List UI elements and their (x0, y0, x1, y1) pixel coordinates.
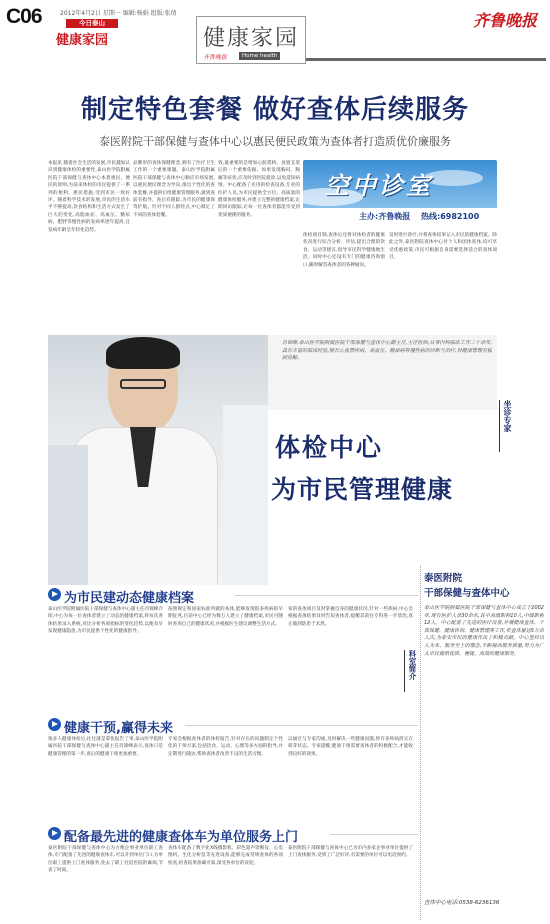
section-2-col-3: 以通过与专家沟通,及时解决一些健康问题,将许多疾病消灭在萌芽状态。专家提醒,健康干预需要查体者的积极配合,才能收到良好的效果。 (288, 737, 413, 757)
expert-intro: 肖锦峰,泰山医学院附属医院干部保健与查体中心副主任,主任医师,从事内科临床工作三十余年,具有丰富的临床经验,擅长心血管疾病、高血压、糖尿病等慢性病的诊断与治疗,对健康管理有独到见解。 (282, 340, 492, 362)
date-line: 2012年4月2日 星期一 编辑:杨娟 组版:张倩 (60, 10, 177, 17)
page-code: C06 (6, 5, 42, 28)
section-1-title: 为市民建动态健康档案 (64, 591, 195, 606)
sidebar-phone: 查体中心电话:0538-6236136 (424, 900, 500, 906)
headline: 制定特色套餐 做好查体后续服务 (80, 95, 470, 125)
sidebar-heading-1: 泰医附院 (424, 573, 463, 584)
expert-tag-text: 坐诊专家 (503, 400, 512, 432)
section-1-rule (235, 595, 418, 596)
feature-title-2: 为市民管理健康 (271, 475, 454, 504)
section-2-icon (48, 718, 61, 731)
section-3-rule (330, 834, 418, 835)
sidebar-body: 泰山医学院附属医院干部保健与查体中心成立于2002年,现有医护人员30余名,其中高级职称10人,中级职称12人。中心配备了先进的医疗设备,开展健康查体、干部保健、健康咨询、健康管理等工作,年查体量达5万余人次,为泰安市民的健康作出了积极贡献。中心坚持以人为本、服务至上的理念,不断提高服务质量,努力为广大市民提供优质、便捷、高效的健康服务。 (424, 605, 544, 657)
expert-tag (499, 400, 513, 452)
section-3-col-2: 查体车配备了数字化X线摄影机、彩色超声诊断仪、心电图机、生化分析仪等先进设备,能够完成常规查体的各项检查,检查结果准确可靠,深受各单位的欢迎。 (168, 846, 283, 866)
section-1-col-2: 按照规定和国家标准所做的查体,能够发现很多疾病的早期征兆,目前中心已经为数万人建立了健康档案,市民可随时查询自己的健康状况,并根据医生建议调整生活方式。 (168, 607, 283, 627)
doctor-photo (48, 335, 268, 585)
hotline-banner (303, 160, 497, 228)
section-tab (56, 19, 118, 47)
story-col-1: 本报讯 随着社会生活的发展,市民越加认识到健康体检的重要性,泰山医学院附属医院干部保健与查体中心本着惠民、便民的原则,为前来体检的市民提供了一系列的便利、惠民措施,受到市民一致好评。随着科学技术的发展,市民的生活水平不断提高,饮食结构和生活方式发生了巨大的变化,高脂血症、高血压、糖尿病、肥胖等慢性病的发病率逐年提高,且发病年龄呈年轻化趋势。 (48, 161, 130, 233)
section-1-col-1: 泰山医学院附属医院干部保健与查体中心副主任肖锦峰介绍,中心为每一位查体者建立了动态的健康档案,将每次查体结果录入系统,对比分析各项指标的变化趋势,以便及早发现健康隐患,为市民提供个性化的健康指导。 (48, 607, 163, 635)
masthead-title: 健康家园 (203, 26, 300, 51)
subhead: 泰医附院干部保健与查体中心以惠民便民政策为查体者打造质优价廉服务 (99, 135, 451, 148)
section-3-icon (48, 827, 61, 840)
story-col-4: 体检项目制,查体后还将对体检者的健康状况进行综合分析、评估,提出合理的饮食、运动等建议,指导市民科学健康地生活。同时中心还设有专门的健康咨询窗口,随时解答查体者的各种疑问。 (303, 233, 385, 268)
section-3-title: 配备最先进的健康查体车为单位服务上门 (64, 830, 299, 845)
sidebar-phone-number: 0538-6236136 (458, 900, 500, 906)
section-1-col-3: 家的查体项目及时掌握自身的健康状况,针对一些疾病,中心会根据查体结果及时告知查体者,提醒其前往专科进一步诊治,真正做到防患于未然。 (288, 607, 413, 627)
story-col-3: 效,最重要的是增加心脏搭桥、放置支架后的一个重要依据。如果发现胸闷、胸痛等症状,应及时到医院就诊,以免延误病情。中心配备了先进的检查设备,专业的医护人员,为市民提供全方位、高质量的健康体检服务,并建立完整的健康档案,定期回访跟踪,让每一位查体者都能享受到优质便捷的服务。 (218, 161, 300, 218)
hotline-title: 空中诊室 (325, 172, 433, 200)
feature-title-1: 体检中心 (275, 433, 384, 462)
masthead-brand: 齐鲁晚报 (203, 54, 228, 61)
section-2-rule (185, 725, 418, 726)
hotline-info: 主办:齐鲁晚报 热线:6982100 (359, 212, 480, 221)
sidebar-label (404, 650, 416, 692)
section-3-col-1: 泰医附院干部保健与查体中心为方便企事业单位职工查体,专门配备了先进的健康查体车,可以开到单位门口,为单位职工提供上门查体服务,免去了职工往返医院的麻烦,节省了时间。 (48, 846, 163, 874)
section-2-col-1: 很多人健康体检后,往往就是拿张报告了事,泰山医学院附属医院干部保健与查体中心副主任肖锦峰表示,查体只是健康管理的第一步,查后的健康干预更加重要。 (48, 737, 163, 757)
masthead-en: Home health (239, 52, 280, 60)
section-name: 健康家园 (56, 33, 109, 48)
sidebar-heading-2: 干部保健与查体中心 (424, 588, 510, 599)
story-col-2: 品牌形的查体保健理念,拥有了医疗卫生工作的一个重要课题。泰山医学院附属医院干部保健与查体中心顺应市场发展,以惠民便民理念为导向,推出个性化的查体套餐,并提供后续健康管理服务,做到查前有指导、查后有跟踪,为市民的健康保驾护航。针对不同人群特点,中心制定了不同的查体套餐。 (133, 161, 215, 218)
section-top: 今日泰山 (66, 19, 118, 28)
sidebar-label-text: 科室简介 (408, 650, 417, 680)
newspaper-logo: 齐鲁晚报 (473, 11, 538, 30)
section-1-icon (48, 588, 61, 601)
masthead (196, 16, 306, 64)
story-col-5: 及时进行诊疗,并将查体结果记入市民的健康档案。除此之外,泰医附院查体中心对个人和团体查体,均可享受优惠政策,市民可根据自身需要选择适合的查体项目。 (389, 233, 497, 261)
hotline-phone: 6982100 (440, 212, 480, 221)
section-3-col-3: 泰医附院干部保健与查体中心已为市内多家企事业单位提供了上门查体服务,受到了广泛好评,有需要的单位可以电话预约。 (288, 846, 413, 859)
section-2-title: 健康干预,赢得未来 (64, 721, 173, 736)
masthead-bar (306, 58, 546, 61)
hotline-host: 齐鲁晚报 (378, 212, 411, 221)
section-2-col-2: 专家会根据查体者的体检报告,针对存在的问题制定个性化的干预方案,包括饮食、运动、心理等多方面的指导,并定期进行随访,帮助查体者改善不良的生活习惯。 (168, 737, 283, 757)
